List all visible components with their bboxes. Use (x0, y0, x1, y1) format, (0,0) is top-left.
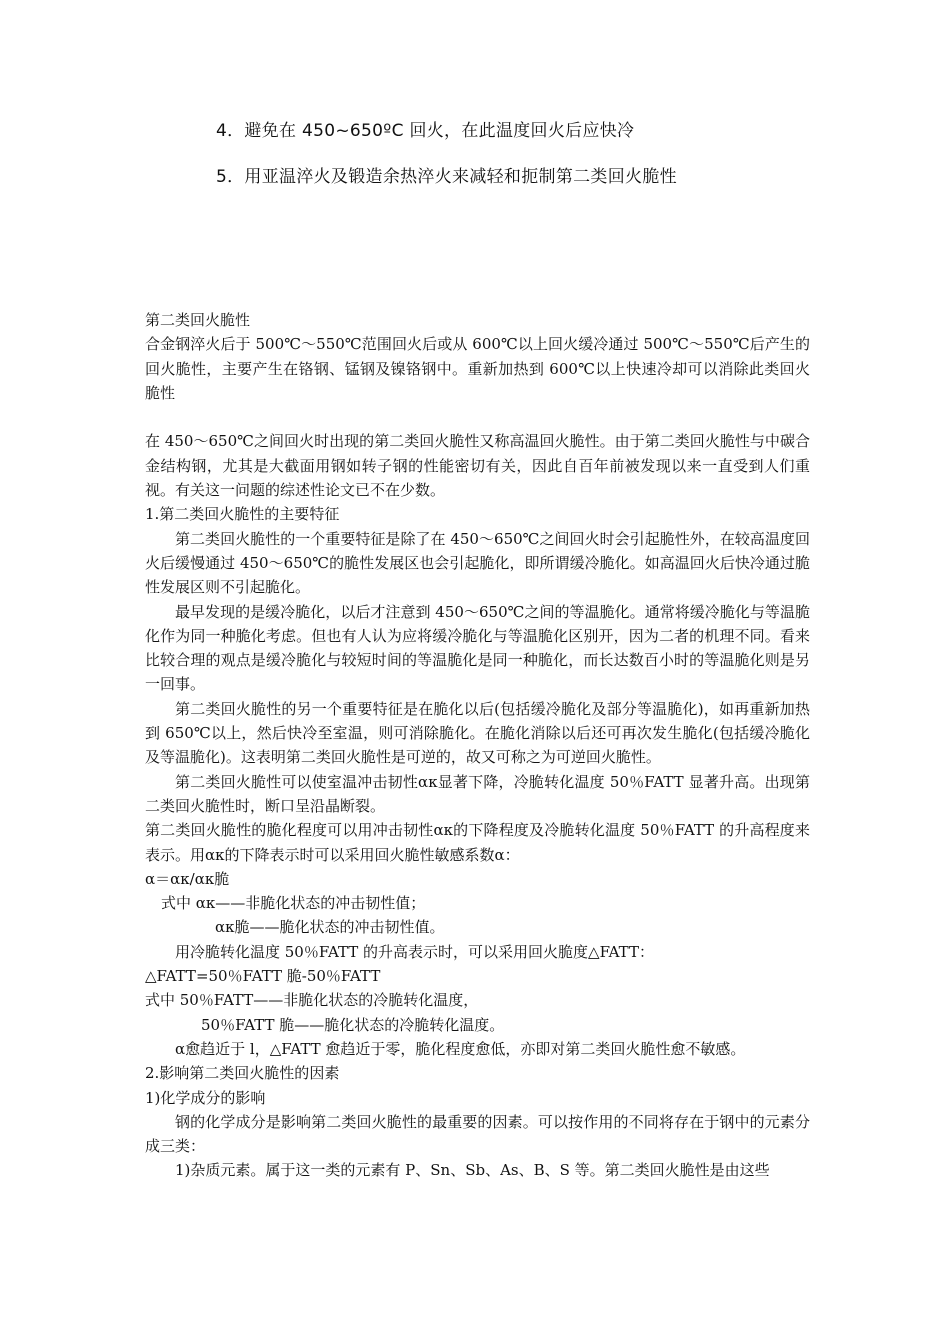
formula-alpha: α＝ακ/ακ脆 (145, 869, 230, 888)
paragraph: 最早发现的是缓冷脆化，以后才注意到 450～650℃之间的等温脆化。通常将缓冷脆化与等温脆化作为同一种脆化考虑。但也有人认为应将缓冷脆化与等温脆化区别开，因为二者的机理不同。看来比较合理的观点是缓冷脆化与较短时间的等温脆化是同一种脆化，而长达数百小时的等温脆化则是另一回事。 (145, 602, 810, 694)
formula-note: 50％FATT 脆——脆化状态的冷脆转化温度。 (201, 1015, 505, 1034)
paragraph: 第二类回火脆性的脆化程度可以用冲击韧性ακ的下降程度及冷脆转化温度 50％FATT 的升高程度来表示。用ακ的下降表示时可以采用回火脆性敏感系数α： (145, 821, 810, 864)
spacer (145, 405, 810, 429)
intro-paragraph: 合金钢淬火后于 500℃～550℃范围回火后或从 600℃以上回火缓冷通过 500℃～550℃后产生的回火脆性，主要产生在铬钢、锰钢及镍铬钢中。重新加热到 600℃以上快速冷却可以消除此类回火脆性 (145, 335, 810, 402)
paragraph: 在 450～650℃之间回火时出现的第二类回火脆性又称高温回火脆性。由于第二类回火脆性与中碳合金结构钢，尤其是大截面用钢如转子钢的性能密切有关，因此自百年前被发现以来一直受到人们重视。有关这一问题的综述性论文已不在少数。 (145, 432, 810, 500)
body-text (145, 308, 810, 1183)
heading-factors: 2.影响第二类回火脆性的因素 (145, 1064, 340, 1083)
formula-note: ακ脆——脆化状态的冲击韧性值。 (215, 918, 445, 937)
subheading-chemistry: 1)化学成分的影响 (145, 1088, 266, 1107)
paragraph: α愈趋近于 l，△FATT 愈趋近于零，脆化程度愈低，亦即对第二类回火脆性愈不敏感。 (175, 1039, 746, 1058)
paragraph: 用冷脆转化温度 50％FATT 的升高表示时，可以采用回火脆度△FATT： (175, 942, 654, 961)
heading-main-features: 1.第二类回火脆性的主要特征 (145, 505, 340, 524)
paragraph: 第二类回火脆性的一个重要特征是除了在 450～650℃之间回火时会引起脆性外，在较高温度回火后缓慢通过 450～650℃的脆性发展区也会引起脆化，即所谓缓冷脆化。如高温回火后快冷通过脆性发展区则不引起脆化。 (145, 529, 810, 597)
paragraph: 1)杂质元素。属于这一类的元素有 P、Sn、Sb、As、B、S 等。第二类回火脆性是由这些 (175, 1161, 770, 1180)
section-title: 第二类回火脆性 (145, 311, 251, 329)
formula-note: 式中 50％FATT——非脆化状态的冷脆转化温度， (145, 991, 479, 1010)
paragraph: 第二类回火脆性可以使室温冲击韧性ακ显著下降，冷脆转化温度 50％FATT 显著升高。出现第二类回火脆性时，断口呈沿晶断裂。 (145, 772, 810, 815)
list-item-4: 4．避免在 450~650ºC 回火，在此温度回火后应快冷 (216, 121, 635, 141)
formula-note: 式中 ακ——非脆化状态的冲击韧性值； (161, 894, 426, 913)
paragraph: 钢的化学成分是影响第二类回火脆性的最重要的因素。可以按作用的不同将存在于钢中的元素分成三类： (145, 1112, 810, 1156)
paragraph: 第二类回火脆性的另一个重要特征是在脆化以后(包括缓冷脆化及部分等温脆化)，如再重新加热到 650℃以上，然后快冷至室温，则可消除脆化。在脆化消除以后还可再次发生脆化(包括缓冷脆化及等温脆化)。这表明第二类回火脆性是可逆的，故又可称之为可逆回火脆性。 (145, 699, 810, 767)
formula-fatt: △FATT=50％FATT 脆-50％FATT (145, 967, 381, 986)
list-item-5: 5．用亚温淬火及锻造余热淬火来减轻和扼制第二类回火脆性 (216, 167, 677, 187)
